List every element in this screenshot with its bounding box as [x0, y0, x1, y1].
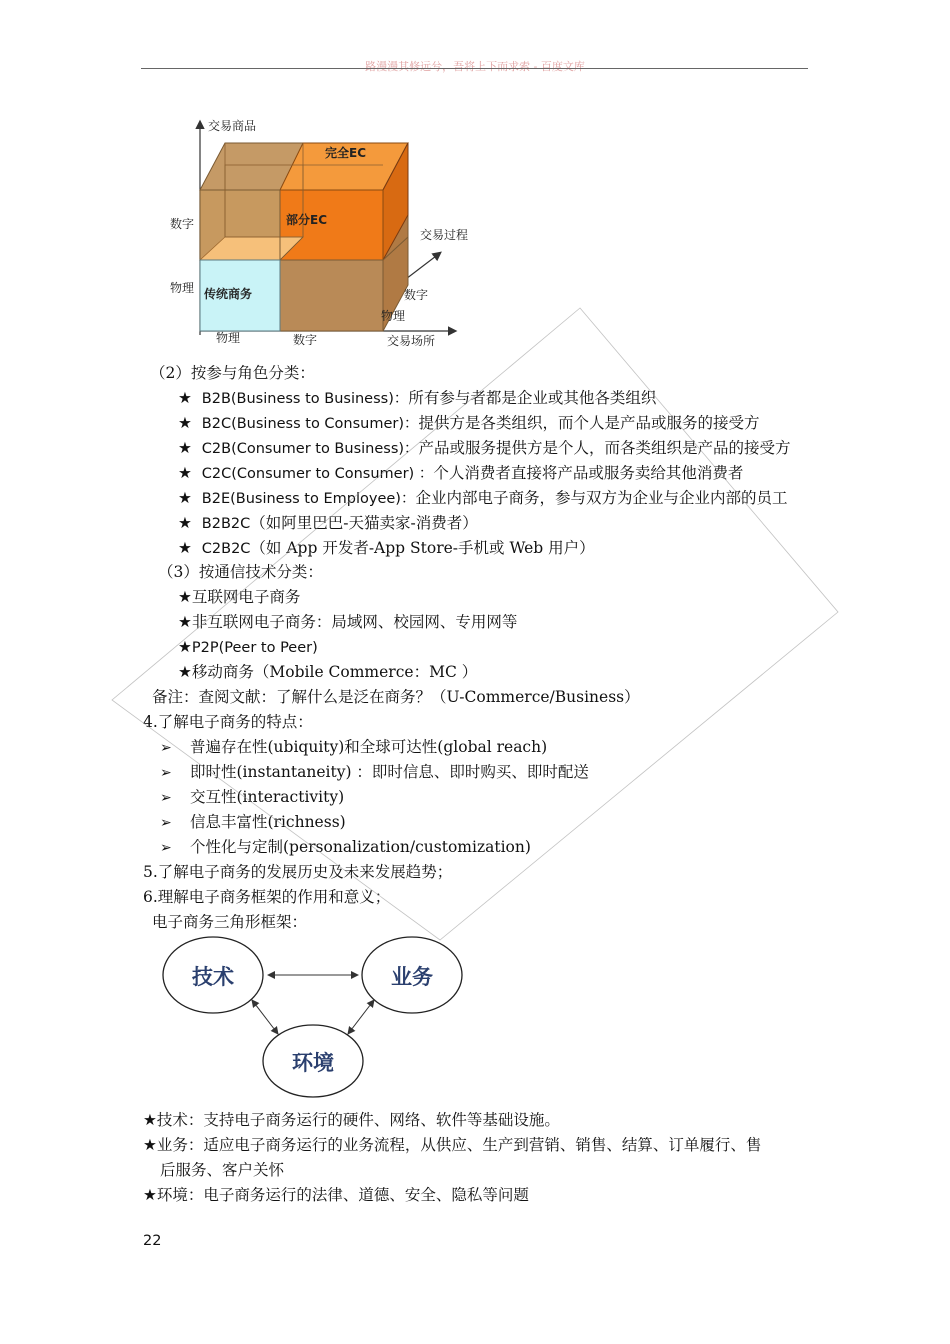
list-item: ★ B2B2C（如阿里巴巴-天猫卖家-消费者）	[178, 514, 478, 532]
list-item: ★互联网电子商务	[178, 588, 301, 606]
x-axis-label: 交易场所	[387, 334, 436, 348]
list-item: ➢ 普遍存在性(ubiquity)和全球可达性(global reach)	[160, 738, 548, 756]
arrow-bullet-icon: ➢	[160, 815, 172, 831]
arrow-bullet-icon: ➢	[160, 765, 172, 781]
list-item: ★ B2B(Business to Business)：所有参与者都是企业或其他各类组织	[178, 389, 657, 407]
list-item: ★ C2B2C（如 App 开发者-App Store-手机或 Web 用户）	[178, 539, 595, 557]
list-item: ★移动商务（Mobile Commerce：MC ）	[178, 663, 478, 681]
definition-tech: ★技术：支持电子商务运行的硬件、网络、软件等基础设施。	[143, 1111, 560, 1129]
ec-triangle-diagram	[155, 935, 475, 1100]
x-physical-label: 物理	[216, 331, 241, 345]
framework-subtitle: 电子商务三角形框架：	[152, 913, 308, 931]
header-rule	[141, 68, 808, 69]
y-axis-label: 交易商品	[208, 119, 257, 133]
arrow-bullet-icon: ➢	[160, 740, 172, 756]
list-item: ★ B2E(Business to Employee)：企业内部电子商务，参与双方为企业与企业内部的员工	[178, 489, 788, 507]
list-item: ★ B2C(Business to Consumer)：提供方是各类组织，而个人是产品或服务的接受方	[178, 414, 760, 432]
page-header-text: 路漫漫其修远兮，吾将上下而求索 - 百度文库	[365, 60, 585, 73]
traditional-commerce-label: 传统商务	[204, 287, 253, 301]
y-physical-label: 物理	[170, 281, 195, 295]
z-physical-label: 物理	[381, 309, 406, 323]
section-4-title: 4.了解电子商务的特点：	[143, 713, 313, 731]
definition-business: ★业务：适应电子商务运行的业务流程，从供应、生产到营销、销售、结算、订单履行、售	[143, 1136, 762, 1154]
definition-business-cont: 后服务、客户关怀	[160, 1161, 285, 1179]
section-3-title: （3）按通信技术分类：	[158, 563, 323, 581]
section-2-title: （2）按参与角色分类：	[150, 364, 315, 382]
ec-cube-diagram	[160, 110, 490, 355]
list-item: ★非互联网电子商务：局域网、校园网、专用网等	[178, 613, 518, 631]
tech-label: 技术	[192, 965, 234, 989]
page-number: 22	[143, 1233, 162, 1249]
list-item: ★P2P(Peer to Peer)	[178, 638, 318, 656]
arrow-bullet-icon: ➢	[160, 840, 172, 856]
note-text: 备注：查阅文献：了解什么是泛在商务？（U-Commerce/Business）	[152, 688, 640, 706]
section-6-title: 6.理解电子商务框架的作用和意义；	[143, 888, 391, 906]
list-item: ➢ 个性化与定制(personalization/customization)	[160, 838, 531, 856]
full-ec-label: 完全EC	[325, 146, 367, 160]
list-item: ➢ 交互性(interactivity)	[160, 788, 345, 806]
list-item: ★ C2C(Consumer to Consumer) ：个人消费者直接将产品或服务卖给其他消费者	[178, 464, 744, 482]
partial-ec-label: 部分EC	[286, 213, 328, 227]
definition-env: ★环境：电子商务运行的法律、道德、安全、隐私等问题	[143, 1186, 529, 1204]
x-digital-label: 数字	[293, 333, 318, 347]
arrow-bullet-icon: ➢	[160, 790, 172, 806]
list-item: ➢ 信息丰富性(richness)	[160, 813, 346, 831]
y-digital-label: 数字	[170, 217, 195, 231]
list-item: ➢ 即时性(instantaneity) ：即时信息、即时购买、即时配送	[160, 763, 589, 781]
section-5-title: 5.了解电子商务的发展历史及未来发展趋势；	[143, 863, 453, 881]
business-label: 业务	[391, 965, 433, 989]
env-label: 环境	[292, 1051, 334, 1075]
list-item: ★ C2B(Consumer to Business)：产品或服务提供方是个人，而各类组织是产品的接受方	[178, 439, 791, 457]
z-axis-label: 交易过程	[420, 228, 469, 242]
z-digital-label: 数字	[404, 288, 429, 302]
